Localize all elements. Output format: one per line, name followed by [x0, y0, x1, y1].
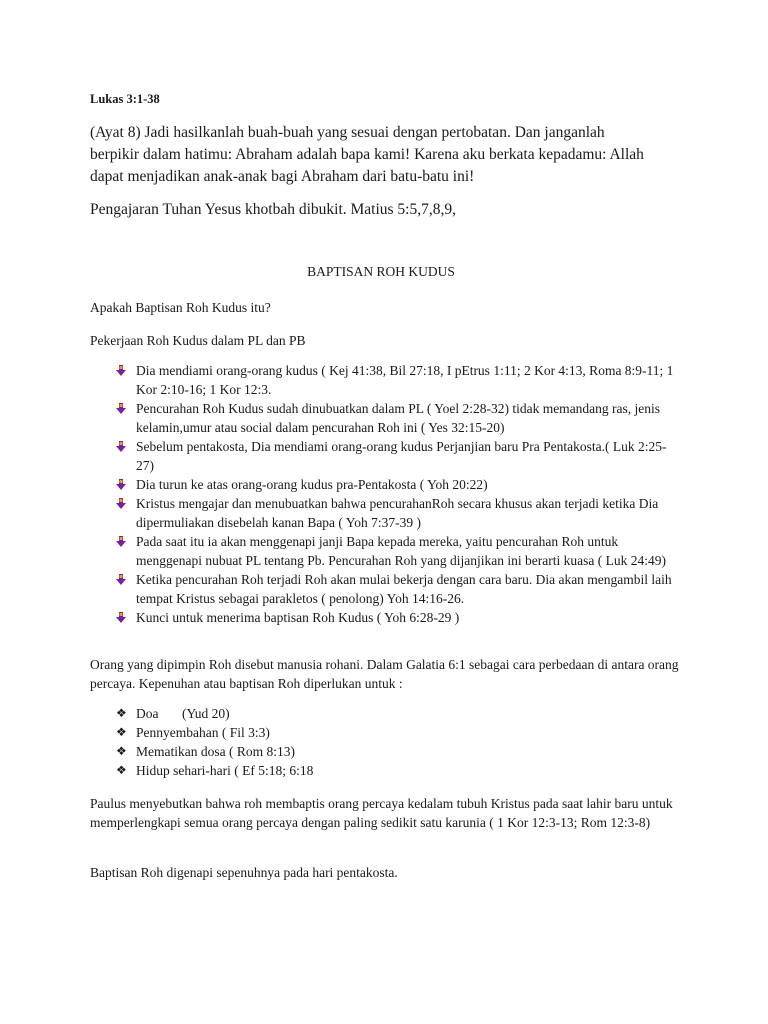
diamond-bullet-icon: ❖: [116, 725, 127, 739]
list-item-text: Dia turun ke atas orang-orang kudus pra-Pentakosta ( Yoh 20:22): [136, 477, 488, 492]
list-item: [116, 570, 682, 608]
scripture-heading: Lukas 3:1-38: [90, 92, 160, 106]
diamond-bullet-icon: ❖: [116, 763, 127, 777]
list-item: [116, 723, 682, 742]
list-item-text: Sebelum pentakosta, Dia mendiami orang-orang kudus Perjanjian baru Pra Pentakosta.( Luk 2:25-27): [136, 439, 667, 473]
list-item: [116, 532, 682, 570]
list-item-label: Hidup sehari-hari ( Ef 5:18; 6:18: [136, 763, 314, 778]
diamond-bullet-icon: ❖: [116, 744, 127, 758]
arrow-bullet-icon: [116, 612, 126, 623]
list-item-label: Mematikan dosa ( Rom 8:13): [136, 744, 295, 759]
list-item: [116, 761, 682, 780]
section-title: BAPTISAN ROH KUDUS: [307, 264, 455, 279]
list-item: [116, 742, 682, 761]
list-item-text: Pada saat itu ia akan menggenapi janji Bapa kepada mereka, yaitu pencurahan Roh untuk menggenapi nubuat PL tentang Pb. Pencurahan Roh yang dijanjikan ini berarti kuasa ( Luk 24:49): [136, 534, 667, 568]
arrow-bullet-icon: [116, 574, 126, 585]
list-item-text: Kunci untuk menerima baptisan Roh Kudus ( Yoh 6:28-29 ): [136, 610, 460, 625]
work-heading: Pekerjaan Roh Kudus dalam PL dan PB: [90, 333, 306, 348]
work-list: [116, 361, 682, 627]
list-item: [116, 361, 682, 399]
arrow-bullet-icon: [116, 479, 126, 490]
list-item: [116, 608, 682, 627]
closing-line: Baptisan Roh digenapi sepenuhnya pada hari pentakosta.: [90, 865, 398, 880]
list-item-label: Doa: [136, 706, 159, 721]
arrow-bullet-icon: [116, 441, 126, 452]
list-item-label: Pennyembahan ( Fil 3:3): [136, 725, 270, 740]
list-item: [116, 704, 682, 723]
list-item-text: Pencurahan Roh Kudus sudah dinubuatkan dalam PL ( Yoel 2:28-32) tidak memandang ras, jenis kelamin,umur atau social dalam pencurahan Roh ini ( Yes 32:15-20): [136, 401, 661, 435]
intro-paragraph: (Ayat 8) Jadi hasilkanlah buah-buah yang sesuai dengan pertobatan. Dan janganlah berpikir dalam hatimu: Abraham adalah bapa kami! Karena aku berkata kepadamu: Allah dapat menjadikan anak-anak bagi Abraham dari batu-batu ini!: [90, 124, 644, 185]
paulus-paragraph: Paulus menyebutkan bahwa roh membaptis orang percaya kedalam tubuh Kristus pada saat lahir baru untuk memperlengkapi semua orang percaya dengan paling sedikit satu karunia ( 1 Kor 12:3-13; Rom 12:3-8): [90, 796, 673, 830]
arrow-bullet-icon: [116, 365, 126, 376]
list-item-text: Kristus mengajar dan menubuatkan bahwa pencurahanRoh secara khusus akan terjadi ketika Dia dipermuliakan disebelah kanan Bapa ( Yoh 7:37-39 ): [136, 496, 659, 530]
question-line: Apakah Baptisan Roh Kudus itu?: [90, 300, 271, 315]
list-item-text: Ketika pencurahan Roh terjadi Roh akan mulai bekerja dengan cara baru. Dia akan mengambil laih tempat Kristus sebagai parakletos ( penolong) Yoh 14:16-26.: [136, 572, 672, 606]
spiritual-paragraph: Orang yang dipimpin Roh disebut manusia rohani. Dalam Galatia 6:1 sebagai cara perbedaan di antara orang percaya. Kepenuhan atau baptisan Roh diperlukan untuk :: [90, 657, 679, 691]
teaching-line: Pengajaran Tuhan Yesus khotbah dibukit. Matius 5:5,7,8,9,: [90, 201, 456, 218]
needs-list: [116, 704, 682, 780]
arrow-bullet-icon: [116, 498, 126, 509]
list-item: [116, 399, 682, 437]
diamond-bullet-icon: ❖: [116, 706, 127, 720]
list-item-text: Dia mendiami orang-orang kudus ( Kej 41:38, Bil 27:18, I pEtrus 1:11; 2 Kor 4:13, Roma 8:9-11; 1 Kor 2:10-16; 1 Kor 12:3.: [136, 363, 674, 397]
arrow-bullet-icon: [116, 536, 126, 547]
list-item: [116, 475, 682, 494]
arrow-bullet-icon: [116, 403, 126, 414]
list-item: [116, 494, 682, 532]
list-item: [116, 437, 682, 475]
list-item-ref: (Yud 20): [182, 706, 230, 721]
